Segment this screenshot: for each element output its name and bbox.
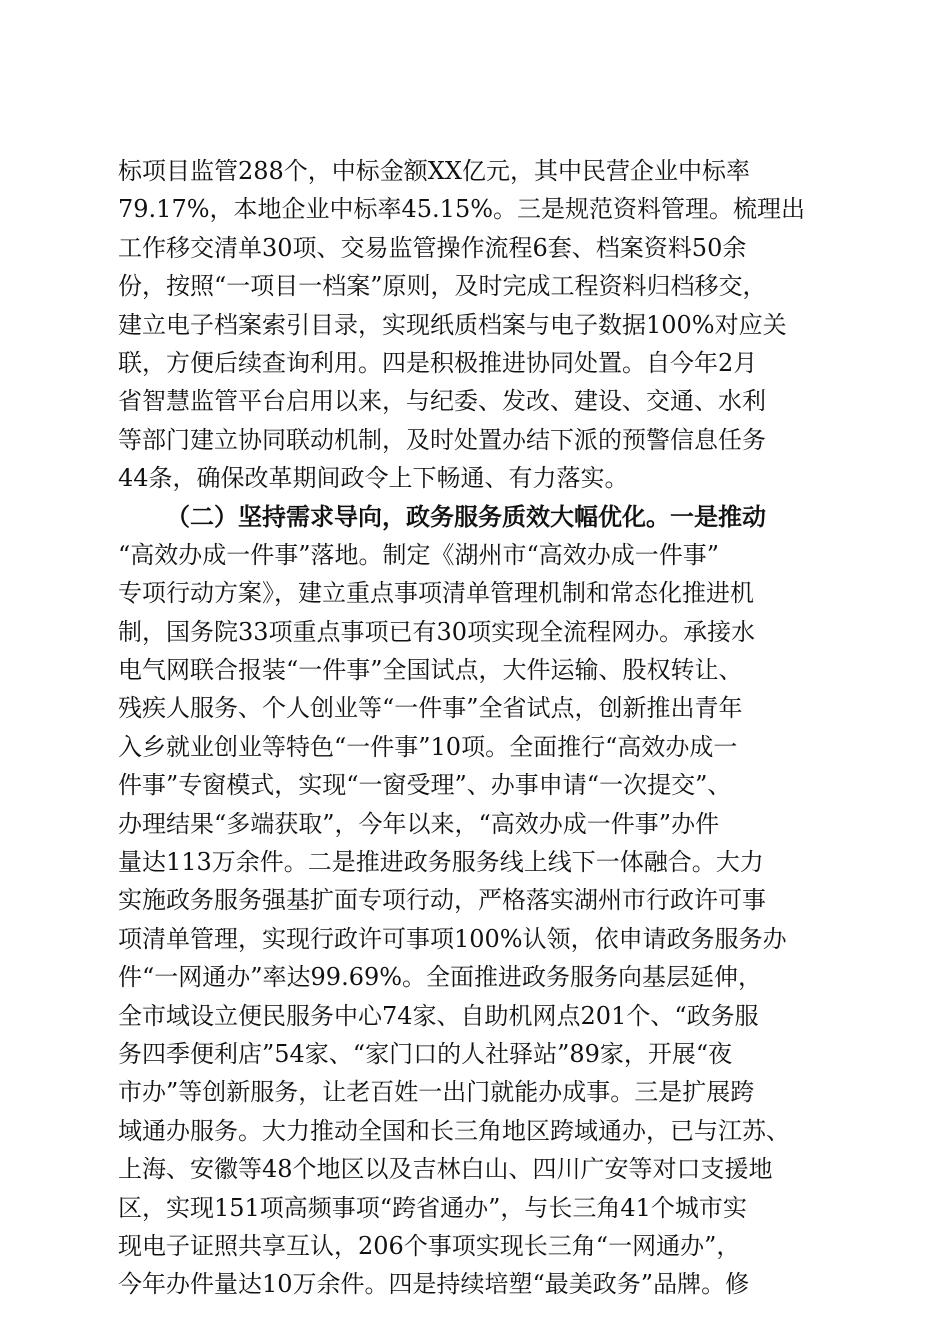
- text-line: 电气网联合报装“一件事”全国试点，大件运输、股权转让、: [118, 656, 743, 685]
- text-line: 等部门建立协同联动机制，及时处置办结下派的预警信息任务: [118, 425, 766, 454]
- text-line: 件“一网通办”率达99.69%。全面推进政务服务向基层延伸，: [118, 963, 763, 992]
- text-line: 全市域设立便民服务中心74家、自助机网点201个、“政务服: [118, 1001, 759, 1030]
- text-line: 建立电子档案索引目录，实现纸质档案与电子数据100%对应关: [118, 310, 787, 339]
- text-line: 市办”等创新服务，让老百姓一出门就能办成事。三是扩展跨: [118, 1078, 755, 1107]
- text-line: 工作移交清单30项、交易监管操作流程6套、档案资料50余: [118, 233, 747, 262]
- body-text: [118, 152, 848, 1304]
- text-line: 量达113万余件。二是推进政务服务线上线下一体融合。大力: [118, 848, 764, 877]
- text-line: 今年办件量达10万余件。四是持续培塑“最美政务”品牌。修: [118, 1270, 750, 1299]
- text-line: 办理结果“多端获取”，今年以来，“高效办成一件事”办件: [118, 809, 720, 838]
- text-line: “高效办成一件事”落地。制定《湖州市“高效办成一件事”: [118, 540, 720, 569]
- text-line: 实施政务服务强基扩面专项行动，严格落实湖州市行政许可事: [118, 886, 766, 915]
- section-heading-line: （二）坚持需求导向，政务服务质效大幅优化。一是推动: [166, 501, 766, 531]
- text-line: 标项目监管288个，中标金额XX亿元，其中民营企业中标率: [118, 157, 750, 185]
- text-line: 制，国务院33项重点事项已有30项实现全流程网办。承接水: [118, 617, 756, 646]
- text-line: 项清单管理，实现行政许可事项100%认领，依申请政务服务办: [118, 924, 787, 953]
- text-line: 联，方便后续查询利用。四是积极推进协同处置。自今年2月: [118, 348, 758, 377]
- text-line: 现电子证照共享互认，206个事项实现长三角“一网通办”，: [118, 1231, 741, 1260]
- text-line: 区，实现151项高频事项“跨省通办”，与长三角41个城市实: [118, 1193, 747, 1222]
- text-line: 份，按照“一项目一档案”原则，及时完成工程资料归档移交，: [118, 272, 767, 301]
- text-line: 44条，确保改革期间政令上下畅通、有力落实。: [118, 464, 629, 493]
- text-line: 件事”专窗模式，实现“一窗受理”、办事申请“一次提交”、: [118, 771, 732, 800]
- text-line: 域通办服务。大力推动全国和长三角地区跨域通办，已与江苏、: [118, 1116, 790, 1145]
- text-line: 上海、安徽等48个地区以及吉林白山、四川广安等对口支援地: [118, 1155, 773, 1184]
- text-line: 专项行动方案》，建立重点事项清单管理机制和常态化推进机: [118, 579, 754, 608]
- text-line: 入乡就业创业等特色“一件事”10项。全面推行“高效办成一: [118, 732, 738, 761]
- text-line: 省智慧监管平台启用以来，与纪委、发改、建设、交通、水利: [118, 387, 766, 416]
- text-line: 79.17%，本地企业中标率45.15%。三是规范资料管理。梳理出: [118, 195, 806, 224]
- text-line: 务四季便利店”54家、“家门口的人社驿站”89家，开展“夜: [118, 1039, 733, 1068]
- text-line: 残疾人服务、个人创业等“一件事”全省试点，创新推出青年: [118, 694, 743, 723]
